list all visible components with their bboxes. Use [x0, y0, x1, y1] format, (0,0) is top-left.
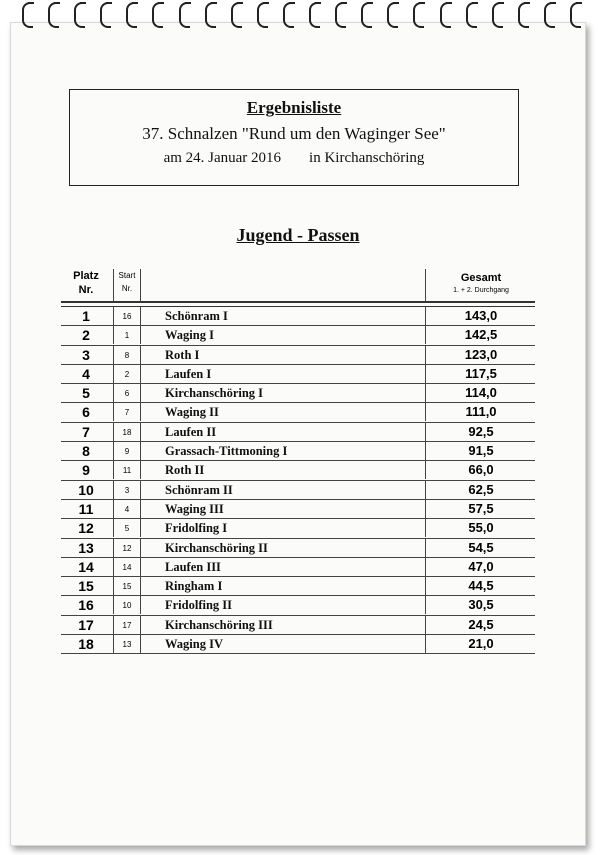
rank-cell: 9 [82, 462, 90, 479]
spiral-ring [100, 2, 112, 28]
start-number-cell: 16 [113, 307, 141, 325]
team-name-cell: Waging IV [165, 637, 224, 652]
header-start-line2: Nr. [121, 284, 133, 293]
table-row [61, 519, 535, 538]
total-score-cell: 55,0 [425, 519, 536, 537]
spiral-ring [179, 2, 191, 28]
total-score-cell: 143,0 [425, 307, 536, 325]
total-score-cell: 66,0 [425, 461, 536, 479]
rank-cell: 1 [82, 308, 90, 324]
table-row [61, 326, 535, 345]
start-number-cell: 1 [113, 326, 141, 344]
start-number-cell: 10 [113, 596, 141, 614]
start-number-cell: 2 [113, 365, 141, 383]
header-gesamt-label: Gesamt [460, 272, 502, 284]
total-score-cell: 30,5 [425, 596, 536, 614]
table-row [61, 596, 535, 615]
rank-cell: 14 [78, 558, 94, 575]
start-number-cell: 3 [113, 481, 141, 499]
team-name-cell: Grassach-Tittmoning I [165, 444, 288, 459]
spiral-ring [257, 2, 269, 28]
team-name-cell: Roth II [165, 463, 205, 478]
header-gesamt-sub: 1. + 2. Durchgang [453, 287, 509, 294]
rank-cell: 6 [82, 404, 90, 421]
rank-cell: 10 [78, 481, 94, 498]
header-box [69, 89, 519, 186]
table-row [61, 365, 535, 384]
spiral-ring [309, 2, 321, 28]
team-name-cell: Kirchanschöring II [165, 540, 268, 555]
table-row [61, 481, 535, 500]
table-row [61, 403, 535, 422]
total-score-cell: 54,5 [425, 539, 536, 557]
team-name-cell: Roth I [165, 347, 200, 362]
rank-cell: 11 [78, 500, 94, 517]
table-row [61, 461, 535, 480]
header-gesamt [425, 269, 536, 301]
event-name: 37. Schnalzen "Rund um den Waginger See" [142, 124, 446, 143]
spiral-ring [152, 2, 164, 28]
start-number-cell: 8 [113, 346, 141, 364]
start-number-cell: 15 [113, 577, 141, 595]
start-number-cell: 18 [113, 423, 141, 441]
table-row [61, 558, 535, 577]
spiral-ring [544, 2, 556, 28]
total-score-cell: 21,0 [425, 635, 536, 653]
rank-cell: 17 [78, 616, 94, 633]
spiral-ring [570, 2, 582, 28]
start-number-cell: 13 [113, 635, 141, 653]
total-score-cell: 142,5 [425, 326, 536, 344]
rank-cell: 5 [82, 385, 90, 402]
spiral-ring [231, 2, 243, 28]
rank-cell: 4 [82, 365, 90, 382]
table-row [61, 635, 535, 654]
start-number-cell: 17 [113, 616, 141, 634]
team-name-cell: Fridolfing II [165, 598, 233, 613]
team-name-cell: Laufen I [165, 366, 212, 381]
rank-cell: 3 [82, 346, 90, 363]
spiral-ring [387, 2, 399, 28]
team-name-cell: Laufen II [165, 424, 217, 439]
rank-cell: 13 [78, 539, 94, 556]
total-score-cell: 92,5 [425, 423, 536, 441]
start-number-cell: 5 [113, 519, 141, 537]
document-page [10, 22, 586, 846]
start-number-cell: 6 [113, 384, 141, 402]
total-score-cell: 44,5 [425, 577, 536, 595]
header-start [113, 269, 141, 301]
event-date-line [70, 150, 518, 167]
table-header [61, 269, 535, 301]
team-name-cell: Kirchanschöring I [165, 386, 264, 401]
total-score-cell: 114,0 [425, 384, 536, 402]
spiral-ring [283, 2, 295, 28]
total-score-cell: 62,5 [425, 481, 536, 499]
spiral-ring [466, 2, 478, 28]
spiral-ring [492, 2, 504, 28]
rank-cell: 2 [82, 327, 90, 344]
header-platz-line1: Platz [73, 270, 99, 282]
total-score-cell: 24,5 [425, 616, 536, 634]
team-name-cell: Ringham I [165, 579, 223, 594]
team-name-cell: Waging I [165, 328, 214, 343]
start-number-cell: 7 [113, 403, 141, 421]
team-name-cell: Fridolfing I [165, 521, 228, 536]
document-title: Ergebnisliste [246, 98, 342, 117]
table-row [61, 423, 535, 442]
team-name-cell: Laufen III [165, 559, 221, 574]
table-row [61, 500, 535, 519]
spiral-ring [205, 2, 217, 28]
rank-cell: 16 [78, 597, 94, 614]
event-date: am 24. Januar 2016 [163, 150, 282, 166]
table-row [61, 307, 535, 326]
rank-cell: 8 [82, 443, 90, 460]
spiral-ring [440, 2, 452, 28]
start-number-cell: 11 [113, 461, 141, 479]
table-row [61, 616, 535, 635]
rank-cell: 15 [78, 578, 94, 595]
header-start-line1: Start [118, 271, 136, 280]
header-platz-line2: Nr. [78, 284, 94, 296]
team-name-cell: Waging III [165, 501, 224, 516]
total-score-cell: 47,0 [425, 558, 536, 576]
team-name-cell: Schönram II [165, 482, 233, 497]
event-location: in Kirchanschöring [309, 150, 425, 166]
spiral-ring [48, 2, 60, 28]
total-score-cell: 111,0 [425, 403, 536, 421]
start-number-cell: 12 [113, 539, 141, 557]
start-number-cell: 14 [113, 558, 141, 576]
table-row [61, 442, 535, 461]
table-row [61, 346, 535, 365]
spiral-binding [22, 2, 582, 32]
table-row [61, 577, 535, 596]
total-score-cell: 123,0 [425, 346, 536, 364]
spiral-ring [518, 2, 530, 28]
start-number-cell: 4 [113, 500, 141, 518]
rank-cell: 18 [78, 636, 94, 653]
team-name-cell: Kirchanschöring III [165, 617, 273, 632]
spiral-ring [361, 2, 373, 28]
team-name-cell: Schönram I [165, 309, 228, 323]
start-number-cell: 9 [113, 442, 141, 460]
header-platz [61, 269, 111, 297]
rank-cell: 7 [82, 423, 90, 440]
spiral-ring [22, 2, 34, 28]
total-score-cell: 117,5 [425, 365, 536, 383]
total-score-cell: 91,5 [425, 442, 536, 460]
results-table [61, 307, 535, 654]
spiral-ring [413, 2, 425, 28]
team-name-cell: Waging II [165, 405, 219, 420]
table-row [61, 384, 535, 403]
table-row [61, 539, 535, 558]
rank-cell: 12 [78, 520, 94, 537]
total-score-cell: 57,5 [425, 500, 536, 518]
spiral-ring [74, 2, 86, 28]
spiral-ring [126, 2, 138, 28]
section-title: Jugend - Passen [236, 225, 360, 245]
spiral-ring [335, 2, 347, 28]
